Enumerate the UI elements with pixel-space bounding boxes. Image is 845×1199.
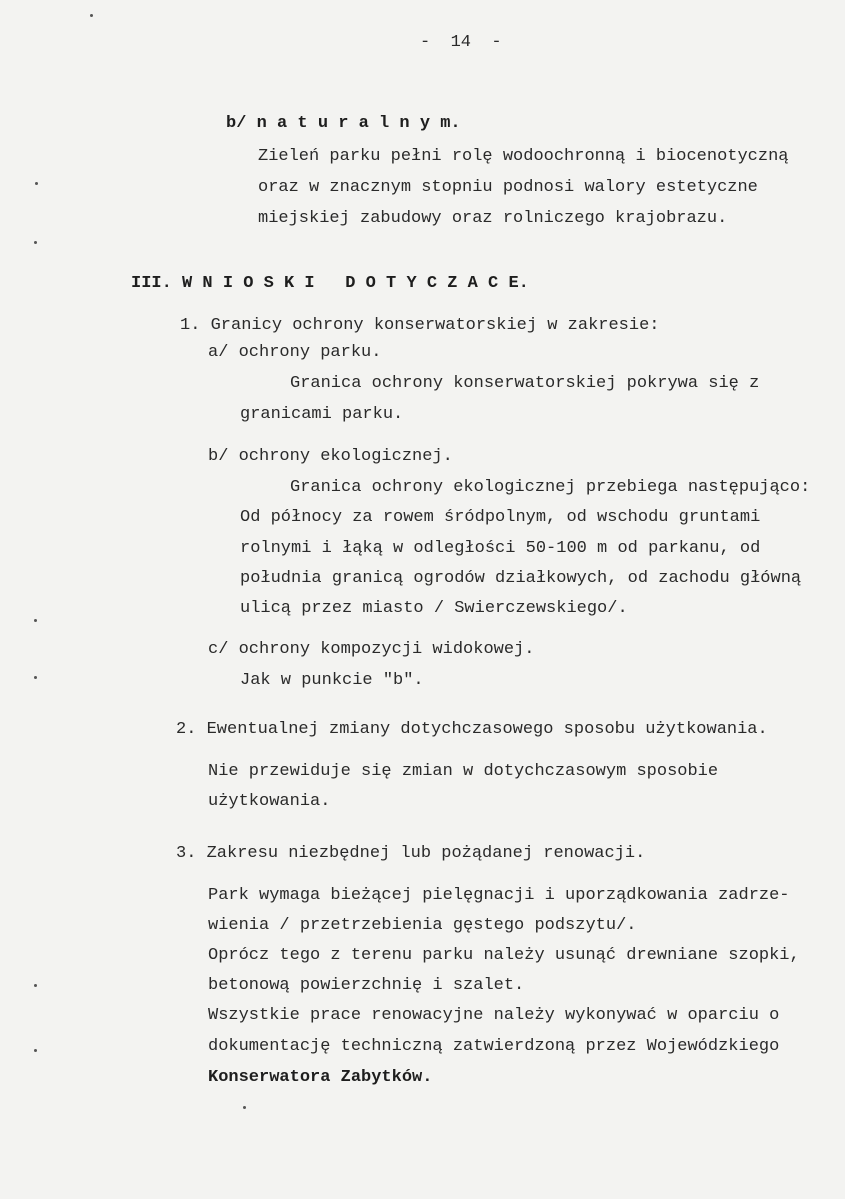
sublist-item: b/ ochrony ekologicznej. — [208, 447, 453, 466]
text-line: Granica ochrony konserwatorskiej pokrywa się z — [290, 374, 760, 393]
text-line: Od północy za rowem śródpolnym, od wschodu gruntami — [240, 508, 761, 527]
text-line: betonową powierzchnię i szalet. — [208, 976, 525, 995]
list-item-heading: 2. Ewentualnej zmiany dotychczasowego sposobu użytkowania. — [176, 720, 768, 739]
text-line: Jak w punkcie "b". — [240, 671, 424, 690]
text-line: Zieleń parku pełni rolę wodoochronną i biocenotyczną — [258, 147, 789, 166]
margin-mark — [35, 182, 38, 185]
text-line: Oprócz tego z terenu parku należy usunąć drewniane szopki, — [208, 946, 800, 965]
subsection-heading: b/ n a t u r a l n y m. — [226, 114, 461, 133]
text-line: granicami parku. — [240, 405, 404, 424]
page-number: - 14 - — [420, 33, 502, 52]
sublist-item: c/ ochrony kompozycji widokowej. — [208, 640, 535, 659]
margin-mark — [34, 676, 37, 679]
text-line: użytkowania. — [208, 792, 331, 811]
text-line: Park wymaga bieżącej pielęgnacji i uporządkowania zadrze- — [208, 886, 790, 905]
text-line: rolnymi i łąką w odległości 50-100 m od parkanu, od — [240, 539, 761, 558]
sublist-item: a/ ochrony parku. — [208, 343, 382, 362]
text-line: Nie przewiduje się zmian w dotychczasowym sposobie — [208, 762, 719, 781]
text-line: oraz w znacznym stopniu podnosi walory estetyczne — [258, 178, 758, 197]
margin-mark — [34, 241, 37, 244]
margin-mark — [34, 984, 37, 987]
text-line: dokumentację techniczną zatwierdzoną przez Wojewódzkiego — [208, 1037, 780, 1056]
margin-mark — [34, 619, 37, 622]
margin-mark — [243, 1106, 246, 1109]
list-item-heading: 1. Granicy ochrony konserwatorskiej w zakresie: — [180, 316, 660, 335]
section-heading: III. W N I O S K I D O T Y C Z A C E. — [131, 274, 529, 293]
text-line: Wszystkie prace renowacyjne należy wykonywać w oparciu o — [208, 1006, 780, 1025]
text-line: Konserwatora Zabytków. — [208, 1068, 433, 1087]
text-line: ulicą przez miasto / Swierczewskiego/. — [240, 599, 628, 618]
margin-mark — [34, 1049, 37, 1052]
text-line: miejskiej zabudowy oraz rolniczego krajobrazu. — [258, 209, 728, 228]
text-line: wienia / przetrzebienia gęstego podszytu/. — [208, 916, 637, 935]
margin-mark — [90, 14, 93, 17]
list-item-heading: 3. Zakresu niezbędnej lub pożądanej renowacji. — [176, 844, 646, 863]
text-line: Granica ochrony ekologicznej przebiega następująco: — [290, 478, 811, 497]
text-line: południa granicą ogrodów działkowych, od zachodu główną — [240, 569, 802, 588]
